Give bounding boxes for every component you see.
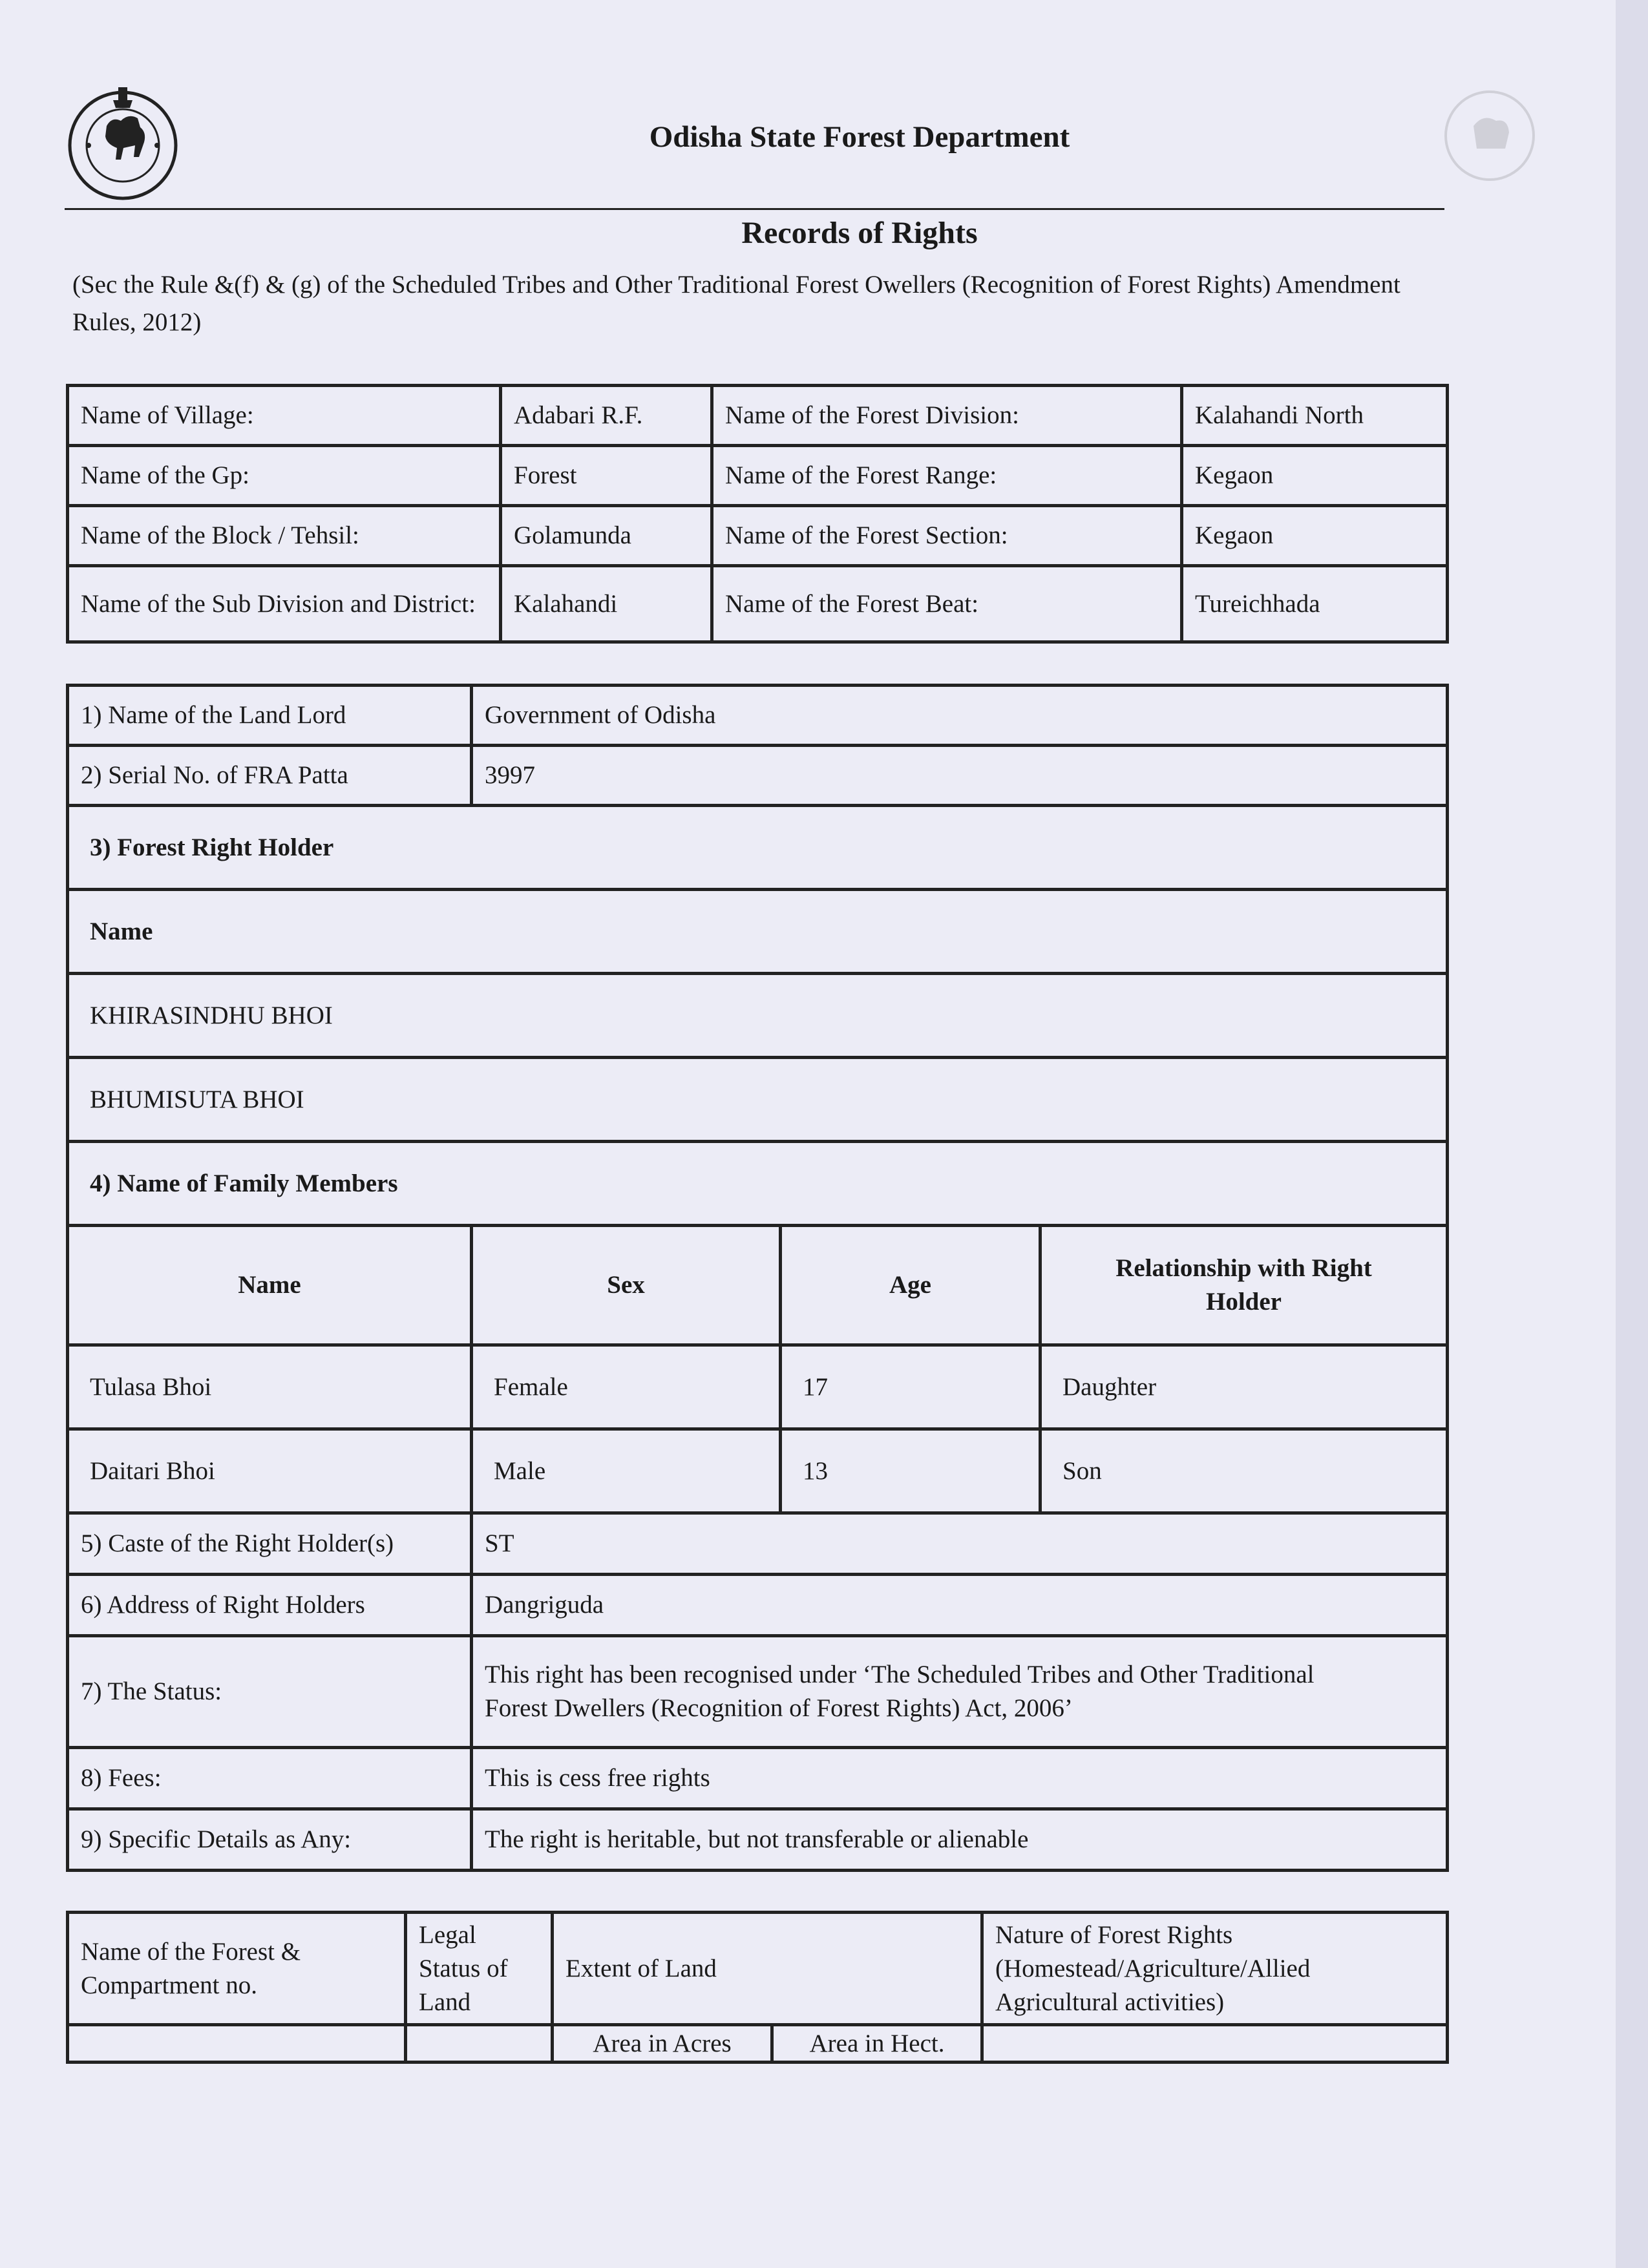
status-label: 7) The Status: (68, 1636, 472, 1748)
forest-division-value: Kalahandi North (1182, 386, 1448, 446)
forest-division-label: Name of the Forest Division: (712, 386, 1182, 446)
holder-name-2: BHUMISUTA BHOI (68, 1058, 1448, 1142)
area-acres-label: Area in Acres (553, 2025, 772, 2063)
land-lord-label: 1) Name of the Land Lord (68, 686, 472, 746)
gp-value: Forest (501, 446, 712, 506)
rights-table (66, 684, 1449, 1872)
family-member-relationship: Son (1041, 1429, 1448, 1513)
family-member-age: 13 (781, 1429, 1041, 1513)
fees-label: 8) Fees: (68, 1748, 472, 1809)
land-lord-value: Government of Odisha (472, 686, 1448, 746)
status-value: This right has been recognised under ‘The Scheduled Tribes and Other Traditional Forest Dwellers (Recognition of Forest Rights) Act, 2006’ (472, 1636, 1448, 1748)
family-member-name: Daitari Bhoi (68, 1429, 472, 1513)
gp-label: Name of the Gp: (68, 446, 501, 506)
fees-value: This is cess free rights (472, 1748, 1448, 1809)
family-col-sex: Sex (472, 1226, 781, 1345)
family-member-sex: Male (472, 1429, 781, 1513)
page-title: Records of Rights (741, 216, 978, 250)
specific-details-value: The right is heritable, but not transferable or alienable (472, 1809, 1448, 1871)
specific-details-label: 9) Specific Details as Any: (68, 1809, 472, 1871)
family-col-relationship: Relationship with Right Holder (1041, 1226, 1448, 1345)
family-member-name: Tulasa Bhoi (68, 1345, 472, 1429)
address-value: Dangriguda (472, 1575, 1448, 1636)
address-label: 6) Address of Right Holders (68, 1575, 472, 1636)
village-value: Adabari R.F. (501, 386, 712, 446)
family-heading: 4) Name of Family Members (68, 1142, 1448, 1226)
block-label: Name of the Block / Tehsil: (68, 506, 501, 566)
compartment-value (68, 2025, 406, 2063)
forest-section-value: Kegaon (1182, 506, 1448, 566)
serial-value: 3997 (472, 746, 1448, 806)
nature-label: Nature of Forest Rights (Homestead/Agriculture/Allied Agricultural activities) (982, 1913, 1448, 2025)
scan-edge (1616, 0, 1648, 2268)
family-col-age: Age (781, 1226, 1041, 1345)
compartment-label: Name of the Forest & Compartment no. (68, 1913, 406, 2025)
forest-section-label: Name of the Forest Section: (712, 506, 1182, 566)
family-col-name: Name (68, 1226, 472, 1345)
forest-beat-value: Tureichhada (1182, 566, 1448, 642)
rule-reference: (Sec the Rule &(f) & (g) of the Scheduled Tribes and Other Traditional Forest Owellers (Recognition of Forest Rights) Amendment Rules, 2012) (72, 271, 1400, 336)
caste-value: ST (472, 1513, 1448, 1575)
forest-beat-label: Name of the Forest Beat: (712, 566, 1182, 642)
serial-label: 2) Serial No. of FRA Patta (68, 746, 472, 806)
family-member-age: 17 (781, 1345, 1041, 1429)
legal-status-value (406, 2025, 553, 2063)
nature-value (982, 2025, 1448, 2063)
extent-label: Extent of Land (553, 1913, 982, 2025)
holder-heading: 3) Forest Right Holder (68, 806, 1448, 890)
caste-label: 5) Caste of the Right Holder(s) (68, 1513, 472, 1575)
family-member-relationship: Daughter (1041, 1345, 1448, 1429)
subdivision-label: Name of the Sub Division and District: (68, 566, 501, 642)
land-table (66, 1911, 1449, 2064)
holder-name-heading: Name (68, 890, 1448, 974)
holder-name-1: KHIRASINDHU BHOI (68, 974, 1448, 1058)
subdivision-value: Kalahandi (501, 566, 712, 642)
header-divider (65, 208, 1444, 210)
department-title: Odisha State Forest Department (649, 120, 1070, 154)
location-table (66, 384, 1449, 644)
village-label: Name of Village: (68, 386, 501, 446)
forest-range-value: Kegaon (1182, 446, 1448, 506)
area-hect-label: Area in Hect. (772, 2025, 982, 2063)
legal-status-label: Legal Status of Land (406, 1913, 553, 2025)
block-value: Golamunda (501, 506, 712, 566)
forest-range-label: Name of the Forest Range: (712, 446, 1182, 506)
family-member-sex: Female (472, 1345, 781, 1429)
